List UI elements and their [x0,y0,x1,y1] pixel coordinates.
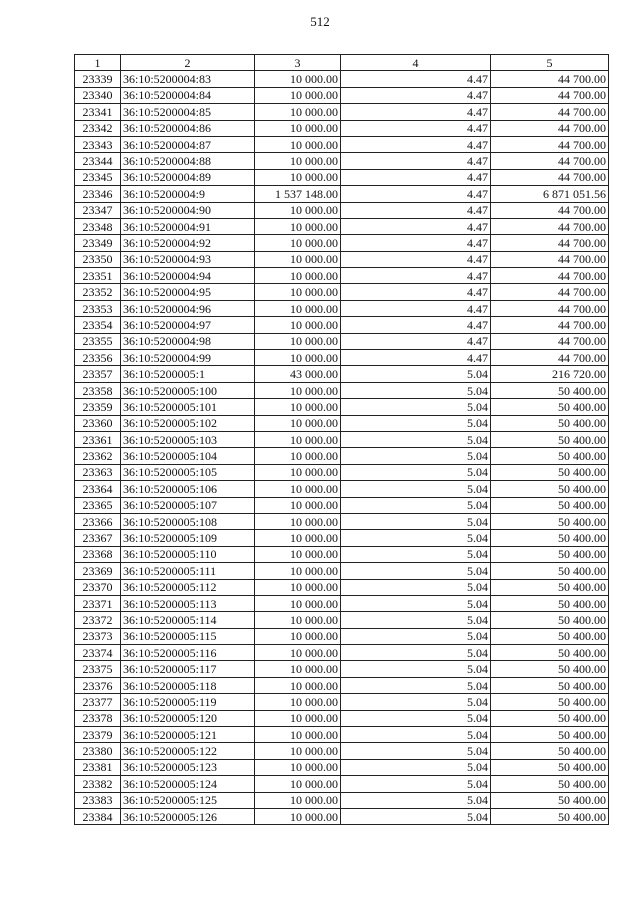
rate-cell: 5.04 [341,497,491,513]
rate-cell: 4.47 [341,268,491,284]
area-cell: 10 000.00 [255,71,341,87]
table-row [75,71,609,87]
cadastral-number-cell: 36:10:5200004:88 [121,153,255,169]
cadastral-number-cell: 36:10:5200005:114 [121,612,255,628]
value-cell: 44 700.00 [491,284,609,300]
row-number-cell: 23373 [75,628,121,644]
table-row [75,513,609,529]
table-row [75,415,609,431]
header-row [75,55,609,71]
row-number-cell: 23339 [75,71,121,87]
value-cell: 44 700.00 [491,71,609,87]
area-cell: 10 000.00 [255,792,341,808]
rate-cell: 5.04 [341,710,491,726]
area-cell: 10 000.00 [255,333,341,349]
column-header-3: 3 [255,55,341,71]
area-cell: 10 000.00 [255,481,341,497]
column-header-1: 1 [75,55,121,71]
rate-cell: 5.04 [341,563,491,579]
rate-cell: 5.04 [341,808,491,824]
area-cell: 43 000.00 [255,366,341,382]
rate-cell: 4.47 [341,169,491,185]
row-number-cell: 23361 [75,431,121,447]
cadastral-number-cell: 36:10:5200005:102 [121,415,255,431]
value-cell: 50 400.00 [491,628,609,644]
cadastral-number-cell: 36:10:5200005:1 [121,366,255,382]
table-row [75,268,609,284]
table-body [75,71,609,825]
row-number-cell: 23348 [75,218,121,234]
row-number-cell: 23369 [75,563,121,579]
table-row [75,464,609,480]
row-number-cell: 23347 [75,202,121,218]
rate-cell: 4.47 [341,235,491,251]
table-row [75,104,609,120]
rate-cell: 5.04 [341,431,491,447]
rate-cell: 5.04 [341,415,491,431]
rate-cell: 5.04 [341,579,491,595]
area-cell: 10 000.00 [255,399,341,415]
value-cell: 44 700.00 [491,169,609,185]
area-cell: 10 000.00 [255,530,341,546]
cadastral-number-cell: 36:10:5200005:119 [121,694,255,710]
value-cell: 50 400.00 [491,497,609,513]
cadastral-number-cell: 36:10:5200005:110 [121,546,255,562]
row-number-cell: 23356 [75,350,121,366]
row-number-cell: 23352 [75,284,121,300]
table-row [75,284,609,300]
rate-cell: 5.04 [341,661,491,677]
value-cell: 44 700.00 [491,300,609,316]
row-number-cell: 23366 [75,513,121,529]
row-number-cell: 23349 [75,235,121,251]
table-row [75,497,609,513]
rate-cell: 5.04 [341,645,491,661]
area-cell: 10 000.00 [255,645,341,661]
column-header-4: 4 [341,55,491,71]
rate-cell: 4.47 [341,350,491,366]
table-row [75,153,609,169]
area-cell: 10 000.00 [255,513,341,529]
area-cell: 10 000.00 [255,759,341,775]
table-row [75,317,609,333]
table-row [75,727,609,743]
value-cell: 44 700.00 [491,136,609,152]
value-cell: 44 700.00 [491,317,609,333]
row-number-cell: 23376 [75,677,121,693]
value-cell: 44 700.00 [491,235,609,251]
table-row [75,235,609,251]
column-header-2: 2 [121,55,255,71]
value-cell: 44 700.00 [491,333,609,349]
row-number-cell: 23341 [75,104,121,120]
cadastral-number-cell: 36:10:5200005:112 [121,579,255,595]
table-row [75,87,609,103]
value-cell: 50 400.00 [491,661,609,677]
table-row [75,448,609,464]
value-cell: 50 400.00 [491,431,609,447]
area-cell: 10 000.00 [255,497,341,513]
row-number-cell: 23340 [75,87,121,103]
cadastral-number-cell: 36:10:5200005:125 [121,792,255,808]
row-number-cell: 23371 [75,595,121,611]
table-row [75,350,609,366]
value-cell: 50 400.00 [491,776,609,792]
row-number-cell: 23351 [75,268,121,284]
area-cell: 10 000.00 [255,235,341,251]
cadastral-number-cell: 36:10:5200005:124 [121,776,255,792]
row-number-cell: 23343 [75,136,121,152]
value-cell: 50 400.00 [491,759,609,775]
area-cell: 10 000.00 [255,661,341,677]
table-row [75,595,609,611]
value-cell: 50 400.00 [491,808,609,824]
row-number-cell: 23353 [75,300,121,316]
area-cell: 10 000.00 [255,415,341,431]
rate-cell: 5.04 [341,546,491,562]
area-cell: 10 000.00 [255,153,341,169]
rate-cell: 5.04 [341,727,491,743]
row-number-cell: 23362 [75,448,121,464]
value-cell: 50 400.00 [491,513,609,529]
value-cell: 50 400.00 [491,727,609,743]
value-cell: 50 400.00 [491,792,609,808]
cadastral-number-cell: 36:10:5200004:98 [121,333,255,349]
cadastral-number-cell: 36:10:5200005:106 [121,481,255,497]
area-cell: 10 000.00 [255,350,341,366]
cadastral-number-cell: 36:10:5200004:97 [121,317,255,333]
value-cell: 50 400.00 [491,382,609,398]
value-cell: 44 700.00 [491,251,609,267]
rate-cell: 5.04 [341,612,491,628]
area-cell: 10 000.00 [255,268,341,284]
cadastral-number-cell: 36:10:5200004:89 [121,169,255,185]
table-row [75,563,609,579]
cadastral-number-cell: 36:10:5200005:107 [121,497,255,513]
row-number-cell: 23365 [75,497,121,513]
row-number-cell: 23368 [75,546,121,562]
area-cell: 10 000.00 [255,464,341,480]
row-number-cell: 23374 [75,645,121,661]
rate-cell: 4.47 [341,300,491,316]
row-number-cell: 23381 [75,759,121,775]
area-cell: 10 000.00 [255,317,341,333]
value-cell: 50 400.00 [491,546,609,562]
table-row [75,333,609,349]
area-cell: 10 000.00 [255,579,341,595]
row-number-cell: 23360 [75,415,121,431]
rate-cell: 5.04 [341,628,491,644]
cadastral-number-cell: 36:10:5200004:87 [121,136,255,152]
cadastral-number-cell: 36:10:5200004:84 [121,87,255,103]
table-row [75,645,609,661]
rate-cell: 4.47 [341,153,491,169]
area-cell: 10 000.00 [255,120,341,136]
table-row [75,579,609,595]
area-cell: 10 000.00 [255,136,341,152]
area-cell: 10 000.00 [255,431,341,447]
cadastral-number-cell: 36:10:5200004:83 [121,71,255,87]
value-cell: 50 400.00 [491,415,609,431]
row-number-cell: 23372 [75,612,121,628]
value-cell: 6 871 051.56 [491,186,609,202]
value-cell: 50 400.00 [491,677,609,693]
area-cell: 10 000.00 [255,87,341,103]
cadastral-number-cell: 36:10:5200004:93 [121,251,255,267]
value-cell: 50 400.00 [491,563,609,579]
cadastral-number-cell: 36:10:5200005:111 [121,563,255,579]
value-cell: 50 400.00 [491,743,609,759]
rate-cell: 5.04 [341,382,491,398]
row-number-cell: 23363 [75,464,121,480]
value-cell: 50 400.00 [491,399,609,415]
row-number-cell: 23380 [75,743,121,759]
cadastral-number-cell: 36:10:5200005:116 [121,645,255,661]
area-cell: 10 000.00 [255,694,341,710]
table-row [75,186,609,202]
area-cell: 10 000.00 [255,284,341,300]
value-cell: 44 700.00 [491,268,609,284]
rate-cell: 5.04 [341,677,491,693]
cadastral-number-cell: 36:10:5200005:126 [121,808,255,824]
table-row [75,300,609,316]
rate-cell: 4.47 [341,186,491,202]
value-cell: 50 400.00 [491,694,609,710]
cadastral-number-cell: 36:10:5200004:92 [121,235,255,251]
rate-cell: 5.04 [341,743,491,759]
area-cell: 10 000.00 [255,218,341,234]
area-cell: 10 000.00 [255,743,341,759]
page-number: 512 [310,14,330,29]
table-row [75,382,609,398]
cadastral-number-cell: 36:10:5200004:9 [121,186,255,202]
rate-cell: 4.47 [341,71,491,87]
area-cell: 10 000.00 [255,710,341,726]
value-cell: 44 700.00 [491,153,609,169]
row-number-cell: 23355 [75,333,121,349]
value-cell: 50 400.00 [491,595,609,611]
rate-cell: 5.04 [341,366,491,382]
cadastral-number-cell: 36:10:5200005:109 [121,530,255,546]
cadastral-number-cell: 36:10:5200005:113 [121,595,255,611]
rate-cell: 4.47 [341,333,491,349]
table-row [75,694,609,710]
rate-cell: 4.47 [341,87,491,103]
area-cell: 1 537 148.00 [255,186,341,202]
row-number-cell: 23350 [75,251,121,267]
table-row [75,136,609,152]
row-number-cell: 23370 [75,579,121,595]
rate-cell: 5.04 [341,792,491,808]
column-header-5: 5 [491,55,609,71]
cadastral-number-cell: 36:10:5200005:122 [121,743,255,759]
row-number-cell: 23346 [75,186,121,202]
rate-cell: 5.04 [341,595,491,611]
rate-cell: 5.04 [341,481,491,497]
rate-cell: 5.04 [341,530,491,546]
rate-cell: 4.47 [341,202,491,218]
area-cell: 10 000.00 [255,202,341,218]
cadastral-number-cell: 36:10:5200004:99 [121,350,255,366]
cadastral-number-cell: 36:10:5200005:115 [121,628,255,644]
value-cell: 50 400.00 [491,710,609,726]
value-cell: 50 400.00 [491,530,609,546]
area-cell: 10 000.00 [255,563,341,579]
cadastral-number-cell: 36:10:5200005:118 [121,677,255,693]
cadastral-number-cell: 36:10:5200005:103 [121,431,255,447]
table-row [75,530,609,546]
table-row [75,120,609,136]
value-cell: 44 700.00 [491,104,609,120]
row-number-cell: 23357 [75,366,121,382]
table-row [75,366,609,382]
cadastral-number-cell: 36:10:5200004:86 [121,120,255,136]
table-row [75,399,609,415]
area-cell: 10 000.00 [255,612,341,628]
table-row [75,202,609,218]
area-cell: 10 000.00 [255,595,341,611]
area-cell: 10 000.00 [255,382,341,398]
cadastral-number-cell: 36:10:5200004:85 [121,104,255,120]
value-cell: 50 400.00 [491,464,609,480]
rate-cell: 5.04 [341,448,491,464]
area-cell: 10 000.00 [255,300,341,316]
table-row [75,677,609,693]
area-cell: 10 000.00 [255,808,341,824]
row-number-cell: 23375 [75,661,121,677]
value-cell: 50 400.00 [491,612,609,628]
area-cell: 10 000.00 [255,448,341,464]
cadastral-number-cell: 36:10:5200005:100 [121,382,255,398]
table-row [75,169,609,185]
table-row [75,481,609,497]
rate-cell: 5.04 [341,399,491,415]
table-row [75,808,609,824]
rate-cell: 4.47 [341,218,491,234]
cadastral-number-cell: 36:10:5200005:123 [121,759,255,775]
cadastral-number-cell: 36:10:5200005:120 [121,710,255,726]
table-row [75,628,609,644]
area-cell: 10 000.00 [255,104,341,120]
rate-cell: 4.47 [341,120,491,136]
row-number-cell: 23377 [75,694,121,710]
row-number-cell: 23367 [75,530,121,546]
cadastral-number-cell: 36:10:5200005:121 [121,727,255,743]
cadastral-number-cell: 36:10:5200005:117 [121,661,255,677]
row-number-cell: 23379 [75,727,121,743]
value-cell: 50 400.00 [491,645,609,661]
rate-cell: 5.04 [341,776,491,792]
cadastral-number-cell: 36:10:5200005:108 [121,513,255,529]
row-number-cell: 23358 [75,382,121,398]
rate-cell: 4.47 [341,317,491,333]
rate-cell: 4.47 [341,284,491,300]
area-cell: 10 000.00 [255,776,341,792]
cadastral-number-cell: 36:10:5200004:96 [121,300,255,316]
area-cell: 10 000.00 [255,169,341,185]
value-cell: 44 700.00 [491,120,609,136]
row-number-cell: 23383 [75,792,121,808]
table-row [75,546,609,562]
value-cell: 50 400.00 [491,579,609,595]
value-cell: 50 400.00 [491,481,609,497]
row-number-cell: 23378 [75,710,121,726]
area-cell: 10 000.00 [255,677,341,693]
row-number-cell: 23384 [75,808,121,824]
rate-cell: 5.04 [341,513,491,529]
rate-cell: 4.47 [341,136,491,152]
table-header [75,55,609,71]
table-row [75,218,609,234]
cadastral-number-cell: 36:10:5200004:95 [121,284,255,300]
table-row [75,710,609,726]
row-number-cell: 23344 [75,153,121,169]
row-number-cell: 23359 [75,399,121,415]
value-cell: 216 720.00 [491,366,609,382]
area-cell: 10 000.00 [255,546,341,562]
row-number-cell: 23354 [75,317,121,333]
row-number-cell: 23364 [75,481,121,497]
table-row [75,612,609,628]
cadastral-number-cell: 36:10:5200005:101 [121,399,255,415]
table-row [75,776,609,792]
area-cell: 10 000.00 [255,251,341,267]
table-row [75,759,609,775]
table-row [75,251,609,267]
rate-cell: 5.04 [341,759,491,775]
value-cell: 44 700.00 [491,202,609,218]
registry-table [74,54,609,825]
table-row [75,661,609,677]
rate-cell: 5.04 [341,694,491,710]
value-cell: 44 700.00 [491,218,609,234]
rate-cell: 5.04 [341,464,491,480]
cadastral-number-cell: 36:10:5200005:105 [121,464,255,480]
value-cell: 44 700.00 [491,87,609,103]
area-cell: 10 000.00 [255,628,341,644]
value-cell: 44 700.00 [491,350,609,366]
value-cell: 50 400.00 [491,448,609,464]
cadastral-number-cell: 36:10:5200004:90 [121,202,255,218]
row-number-cell: 23342 [75,120,121,136]
table-row [75,792,609,808]
table-row [75,431,609,447]
table-row [75,743,609,759]
cadastral-number-cell: 36:10:5200004:94 [121,268,255,284]
rate-cell: 4.47 [341,104,491,120]
rate-cell: 4.47 [341,251,491,267]
area-cell: 10 000.00 [255,727,341,743]
cadastral-number-cell: 36:10:5200005:104 [121,448,255,464]
cadastral-number-cell: 36:10:5200004:91 [121,218,255,234]
row-number-cell: 23382 [75,776,121,792]
row-number-cell: 23345 [75,169,121,185]
